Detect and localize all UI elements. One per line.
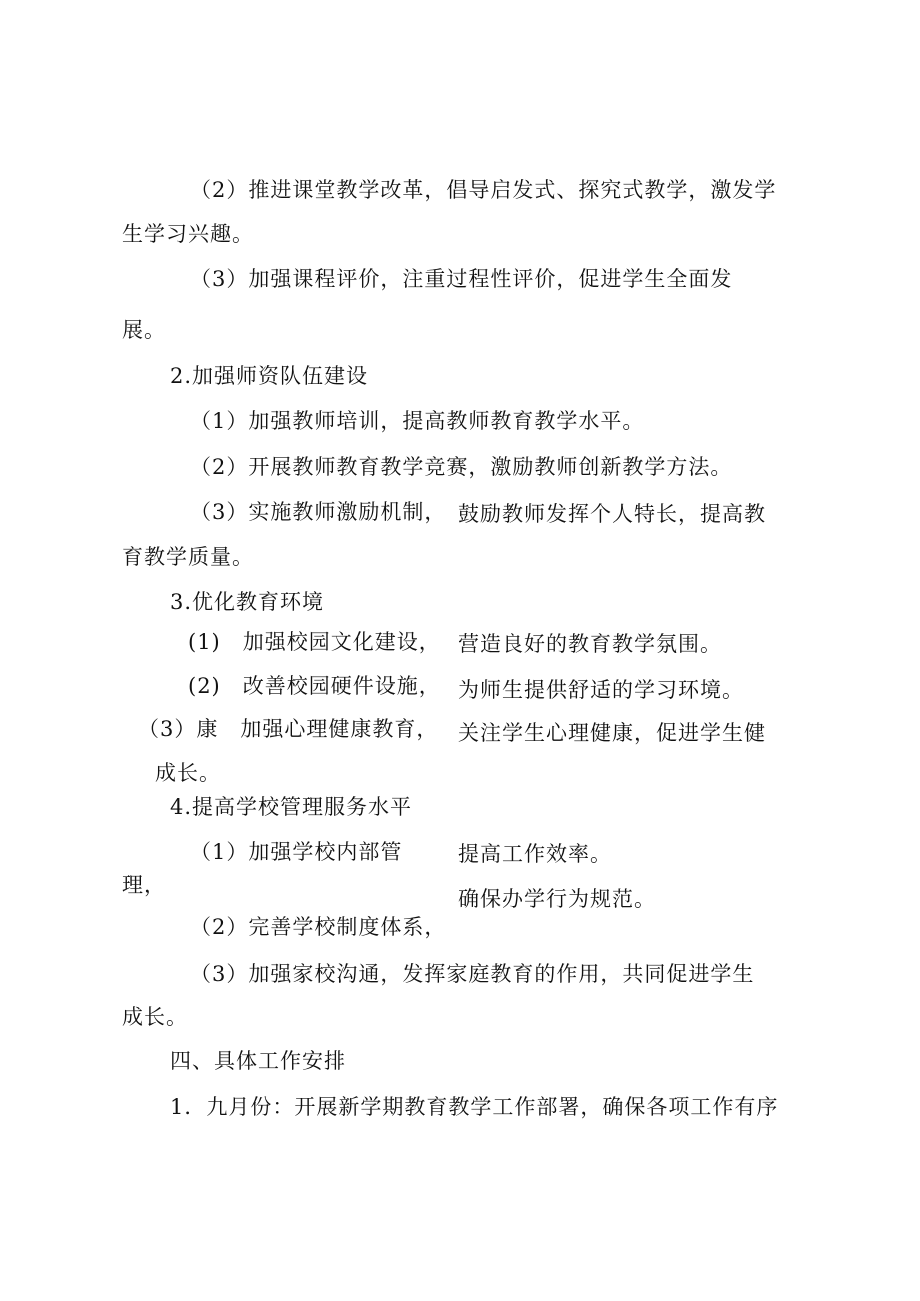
item-env-3-left: （3）康 加强心理健康教育，: [138, 717, 439, 741]
para-2-3-line-1: （3）加强课程评价，注重过程性评价，促进学生全面发: [190, 267, 733, 291]
para-2-2-line-2: 生学习兴趣。: [122, 222, 254, 246]
plan-item-september: 1．九月份：开展新学期教育教学工作部署，确保各项工作有序: [170, 1095, 779, 1119]
section-heading-work-plan: 四、具体工作安排: [170, 1049, 346, 1073]
item-env-3-cont: 成长。: [155, 761, 221, 785]
para-2-3-line-2: 展。: [122, 318, 166, 342]
item-teacher-3-cont: 育教学质量。: [122, 545, 254, 569]
item-env-3-right: 关注学生心理健康，促进学生健: [458, 721, 766, 745]
item-mgmt-1-cont: 理，: [122, 873, 166, 897]
heading-environment: 3.优化教育环境: [170, 590, 325, 614]
item-mgmt-1-right: 提高工作效率。: [458, 842, 612, 866]
item-mgmt-3-line-1: （3）加强家校沟通，发挥家庭教育的作用，共同促进学生: [190, 962, 755, 986]
heading-teacher-team: 2.加强师资队伍建设: [170, 364, 369, 388]
para-2-2-line-1: （2）推进课堂教学改革，倡导启发式、探究式教学，激发学: [190, 178, 777, 202]
item-teacher-2: （2）开展教师教育教学竞赛，激励教师创新教学方法。: [190, 455, 733, 479]
item-env-2-left: (2) 改善校园硬件设施，: [188, 674, 441, 698]
item-env-1-right: 营造良好的教育教学氛围。: [458, 632, 722, 656]
heading-management: 4.提高学校管理服务水平: [170, 795, 413, 819]
item-mgmt-2-right: 确保办学行为规范。: [458, 887, 656, 911]
item-mgmt-2-left: （2）完善学校制度体系，: [190, 915, 447, 939]
item-env-1-left: (1) 加强校园文化建设，: [188, 630, 441, 654]
item-teacher-3-left: （3）实施教师激励机制，: [190, 500, 447, 524]
item-mgmt-3-line-2: 成长。: [122, 1005, 188, 1029]
item-teacher-1: （1）加强教师培训，提高教师教育教学水平。: [190, 409, 645, 433]
item-env-2-right: 为师生提供舒适的学习环境。: [458, 678, 744, 702]
item-mgmt-1-left: （1）加强学校内部管: [190, 840, 403, 864]
item-teacher-3-right: 鼓励教师发挥个人特长，提高教: [458, 502, 766, 526]
